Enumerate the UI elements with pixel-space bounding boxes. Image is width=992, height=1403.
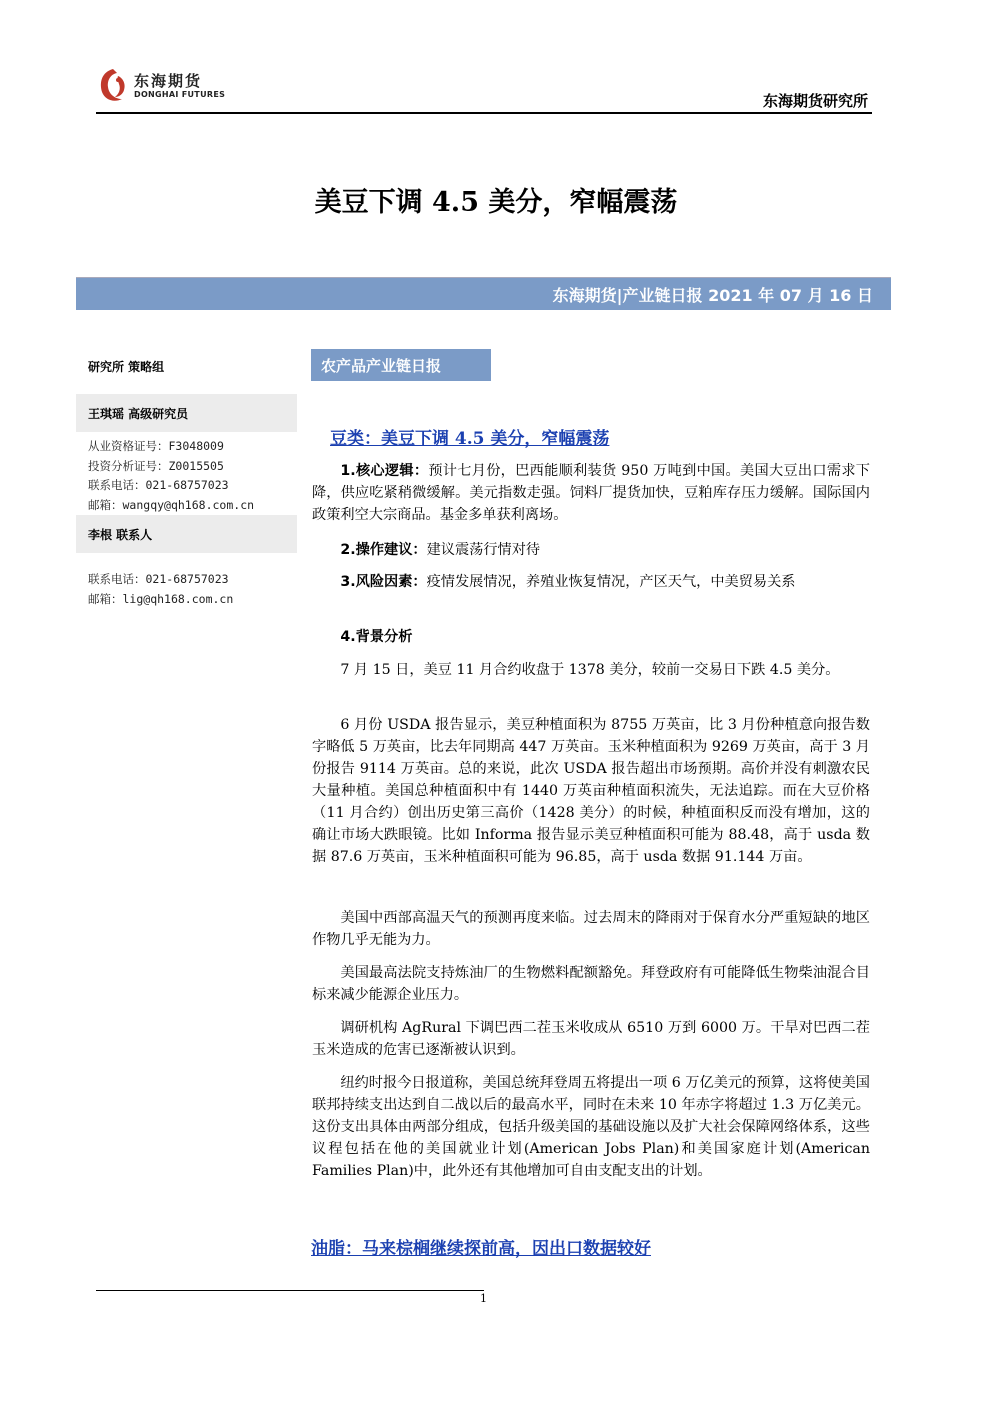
- core-logic-text: 预计七月份，巴西能顺利装货 950 万吨到中国。美国大豆出口需求下降，供应吃紧稍微缓解。美元指数走强。饲料厂提货加快，豆粕库存压力缓解。国际国内政策利空大宗商品。基金多单获利离场。: [312, 463, 870, 523]
- advice-paragraph: [312, 539, 870, 561]
- date-banner: [76, 277, 891, 310]
- banner-text: 东海期货|产业链日报 2021 年 07 月 16 日: [552, 286, 873, 305]
- company-logo: [96, 66, 256, 106]
- page-number: 1: [480, 1292, 487, 1305]
- background-label-paragraph: [312, 626, 870, 648]
- background-paragraph: 调研机构 AgRural 下调巴西二茬玉米收成从 6510 万到 6000 万。干旱对巴西二茬玉米造成的危害已逐渐被认识到。: [312, 1020, 870, 1058]
- author-name-block: [76, 394, 297, 432]
- author-analyst-cert: 投资分析证号：Z0015505: [88, 459, 224, 473]
- section-tag: [311, 349, 491, 381]
- soy-heading-link[interactable]: 豆类：美豆下调 4.5 美分，窄幅震荡: [330, 429, 610, 449]
- background-paragraph: 美国最高法院支持炼油厂的生物燃料配额豁免。拜登政府有可能降低生物柴油混合目标来减少能源企业压力。: [312, 965, 870, 1003]
- author-phone: 联系电话：021-68757023: [88, 478, 229, 492]
- core-logic-paragraph: [312, 460, 870, 526]
- document-title: 美豆下调 4.5 美分，窄幅震荡: [314, 187, 678, 218]
- author-qualification: 从业资格证号：F3048009: [88, 439, 224, 453]
- background-paragraph: 美国中西部高温天气的预测再度来临。过去周末的降雨对于保育水分严重短缺的地区作物几乎无能为力。: [312, 910, 870, 948]
- org-name: 东海期货研究所: [762, 92, 868, 110]
- footer-divider: [96, 1290, 484, 1291]
- background-paragraph: 7 月 15 日，美豆 11 月合约收盘于 1378 美分，较前一交易日下跌 4.5 美分。: [340, 662, 840, 678]
- contact-name: 李根 联系人: [88, 528, 153, 542]
- background-paragraph: 6 月份 USDA 报告显示，美豆种植面积为 8755 万英亩，比 3 月份种植意向报告数字略低 5 万英亩，比去年同期高 447 万英亩。玉米种植面积为 9269 万英亩，高于 3 月份报告 9114 万英亩。总的来说，此次 USDA 报告超出市场预期。高价并没有刺激农民大量种植。美国总种植面积中有 1440 万英亩种植面积流失，无法追踪。而在大豆价格（11 月合约）创出历史第三高价（1428 美分）的时候，种植面积反而没有增加，这的确让市场大跌眼镜。比如 Informa 报告显示美豆种植面积可能为 88.48，高于 usda 数据 87.6 万英亩，玉米种植面积可能为 96.85，高于 usda 数据 91.144 万亩。: [312, 717, 870, 865]
- logo-english-text: DONGHAI FUTURES: [134, 90, 226, 99]
- advice-text: 建议震荡行情对待: [426, 542, 541, 558]
- core-logic-label: 1.核心逻辑：: [340, 463, 429, 479]
- section-tag-text: 农产品产业链日报: [321, 357, 442, 375]
- header-divider: [96, 112, 872, 114]
- risk-label: 3.风险因素：: [340, 574, 427, 590]
- contact-email[interactable]: 邮箱：lig@qh168.com.cn: [88, 592, 234, 606]
- dragon-logo-icon: [96, 66, 130, 104]
- contact-phone: 联系电话：021-68757023: [88, 572, 229, 586]
- author-email[interactable]: 邮箱：wangqy@qh168.com.cn: [88, 498, 255, 512]
- background-label: 4.背景分析: [340, 629, 413, 645]
- contact-name-block: [76, 515, 297, 553]
- department-label: 研究所 策略组: [88, 360, 165, 374]
- author-name: 王琪瑶 高级研究员: [88, 407, 189, 421]
- advice-label: 2.操作建议：: [340, 542, 427, 558]
- oil-heading-link[interactable]: 油脂：马来棕榈继续探前高，因出口数据较好: [311, 1239, 651, 1259]
- logo-chinese-text: 东海期货: [134, 72, 203, 90]
- risk-text: 疫情发展情况，养殖业恢复情况，产区天气，中美贸易关系: [426, 574, 796, 590]
- risk-paragraph: [312, 571, 870, 593]
- background-paragraph: 纽约时报今日报道称，美国总统拜登周五将提出一项 6 万亿美元的预算，这将使美国联邦持续支出达到自二战以后的最高水平，同时在未来 10 年赤字将超过 1.3 万亿美元。这份支出具体由两部分组成，包括升级美国的基础设施以及扩大社会保障网络体系，这些议程包括在他的美国就业计划(American Jobs Plan)和美国家庭计划(American Families Plan)中，此外还有其他增加可自由支配支出的计划。: [312, 1075, 870, 1179]
